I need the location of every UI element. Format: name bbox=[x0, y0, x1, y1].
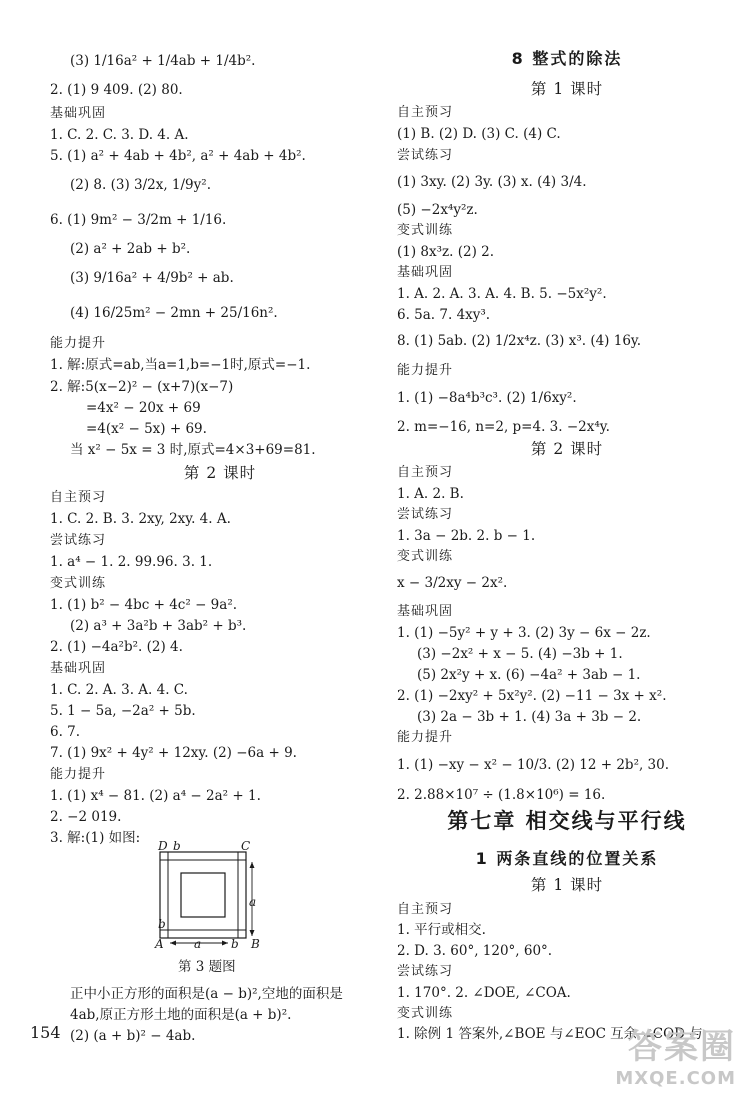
section-heading: 尝试练习 bbox=[50, 533, 107, 548]
answer-line: (1) 3xy. (2) 3y. (3) x. (4) 3/4. bbox=[397, 174, 587, 190]
answer-line: 8. (1) 5ab. (2) 1/2x⁴z. (3) x³. (4) 16y. bbox=[397, 333, 642, 349]
answer-line: 2. m=−16, n=2, p=4. 3. −2x⁴y. bbox=[397, 419, 610, 435]
answer-line: 正中小正方形的面积是(a − b)²,空地的面积是 bbox=[70, 986, 343, 1002]
section-heading: 尝试练习 bbox=[397, 148, 454, 163]
answer-line: (2) (a + b)² − 4ab. bbox=[70, 1028, 196, 1044]
figure-3-diagram bbox=[103, 840, 273, 952]
answer-line: 2. (1) 9 409. (2) 80. bbox=[50, 82, 183, 98]
label-a-right: a bbox=[249, 895, 257, 909]
answer-line: (3) −2x² + x − 5. (4) −3b + 1. bbox=[417, 646, 623, 662]
section-heading: 基础巩固 bbox=[50, 661, 107, 676]
answer-line: (2) a³ + 3a²b + 3ab² + b³. bbox=[70, 618, 247, 634]
heading: 第 1 课时 bbox=[530, 80, 604, 98]
label-b-left: b bbox=[158, 917, 166, 931]
label-B: B bbox=[251, 937, 260, 951]
section-heading: 尝试练习 bbox=[397, 964, 454, 979]
section-heading: 基础巩固 bbox=[397, 265, 454, 280]
answer-line: 6. 7. bbox=[50, 724, 81, 740]
arrowhead bbox=[222, 941, 228, 946]
heading: 第七章 相交线与平行线 bbox=[447, 809, 687, 833]
label-C: C bbox=[241, 840, 251, 853]
answer-line: (4) 16/25m² − 2mn + 25/16n². bbox=[70, 305, 278, 321]
answer-line: =4x² − 20x + 69 bbox=[86, 400, 201, 416]
section-heading: 自主预习 bbox=[397, 105, 454, 120]
watermark bbox=[615, 1019, 736, 1089]
arrowhead bbox=[250, 862, 255, 868]
answer-line: 2. 2.88×10⁷ ÷ (1.8×10⁶) = 16. bbox=[397, 787, 606, 803]
answer-line: 1. C. 2. B. 3. 2xy, 2xy. 4. A. bbox=[50, 511, 231, 527]
answer-line: 1. (1) x⁴ − 81. (2) a⁴ − 2a² + 1. bbox=[50, 788, 261, 804]
answer-line: 1. a⁴ − 1. 2. 99.96. 3. 1. bbox=[50, 554, 213, 570]
answer-line: 7. (1) 9x² + 4y² + 12xy. (2) −6a + 9. bbox=[50, 745, 297, 761]
heading: 第 2 课时 bbox=[530, 440, 604, 458]
section-heading: 变式训练 bbox=[50, 576, 107, 591]
answer-line: 1. (1) −8a⁴b³c³. (2) 1/6xy². bbox=[397, 390, 577, 406]
label-b-top: b bbox=[173, 840, 181, 853]
section-heading: 变式训练 bbox=[397, 549, 454, 564]
section-heading: 自主预习 bbox=[397, 465, 454, 480]
answer-line: 1. 3a − 2b. 2. b − 1. bbox=[397, 528, 536, 544]
answer-line: (3) 9/16a² + 4/9b² + ab. bbox=[70, 270, 234, 286]
answer-line: 2. (1) −2xy² + 5x²y². (2) −11 − 3x + x². bbox=[397, 688, 667, 704]
section-heading: 能力提升 bbox=[397, 363, 454, 378]
answer-line: (1) 8x³z. (2) 2. bbox=[397, 244, 495, 260]
answer-line: 2. 解:5(x−2)² − (x+7)(x−7) bbox=[50, 379, 234, 395]
answer-line: 6. 5a. 7. 4xy³. bbox=[397, 307, 491, 323]
answer-line: (2) a² + 2ab + b². bbox=[70, 241, 191, 257]
answer-line: (5) 2x²y + x. (6) −4a² + 3ab − 1. bbox=[417, 667, 641, 683]
answer-line: (3) 1/16a² + 1/4ab + 1/4b². bbox=[70, 53, 256, 69]
answer-line: 4ab,原正方形土地的面积是(a + b)². bbox=[70, 1007, 292, 1023]
answer-line: 1. 解:原式=ab,当a=1,b=−1时,原式=−1. bbox=[50, 357, 311, 373]
heading: 第 1 课时 bbox=[530, 876, 604, 894]
outer-square bbox=[160, 852, 246, 938]
label-A: A bbox=[155, 937, 164, 951]
answer-line: 5. (1) a² + 4ab + 4b², a² + 4ab + 4b². bbox=[50, 148, 306, 164]
answer-line: 1. 170°. 2. ∠DOE, ∠COA. bbox=[397, 985, 571, 1001]
heading: 8 整式的除法 bbox=[511, 49, 623, 68]
inner-square bbox=[181, 873, 225, 917]
label-b-bottom: b bbox=[231, 937, 239, 951]
watermark-line-2: MXQE.COM bbox=[615, 1068, 736, 1089]
answer-line: 1. C. 2. C. 3. D. 4. A. bbox=[50, 127, 189, 143]
answer-line: 1. (1) −5y² + y + 3. (2) 3y − 6x − 2z. bbox=[397, 625, 651, 641]
answer-line: x − 3/2xy − 2x². bbox=[397, 575, 508, 591]
answer-line: 2. (1) −4a²b². (2) 4. bbox=[50, 639, 183, 655]
label-a-bottom: a bbox=[194, 937, 202, 951]
heading: 第 2 课时 bbox=[183, 464, 257, 482]
label-D: D bbox=[158, 840, 168, 853]
section-heading: 变式训练 bbox=[397, 223, 454, 238]
arrowhead bbox=[250, 930, 255, 936]
answer-line: 第 3 题图 bbox=[178, 959, 236, 975]
answer-line: (2) 8. (3) 3/2x, 1/9y². bbox=[70, 177, 211, 193]
answer-line: (3) 2a − 3b + 1. (4) 3a + 3b − 2. bbox=[417, 709, 642, 725]
section-heading: 自主预习 bbox=[397, 902, 454, 917]
answer-line: =4(x² − 5x) + 69. bbox=[86, 421, 207, 437]
section-heading: 尝试练习 bbox=[397, 507, 454, 522]
answer-line: 1. C. 2. A. 3. A. 4. C. bbox=[50, 682, 188, 698]
answer-line: 5. 1 − 5a, −2a² + 5b. bbox=[50, 703, 196, 719]
answer-line: 2. −2 019. bbox=[50, 809, 122, 825]
arrowhead bbox=[170, 941, 176, 946]
answer-line: 1. 平行或相交. bbox=[397, 922, 486, 938]
page-number: 154 bbox=[30, 1023, 61, 1042]
section-heading: 基础巩固 bbox=[397, 604, 454, 619]
section-heading: 自主预习 bbox=[50, 490, 107, 505]
answer-line: 1. 除例 1 答案外,∠BOE 与∠EOC 互余,∠COD 与 bbox=[397, 1026, 703, 1042]
section-heading: 变式训练 bbox=[397, 1006, 454, 1021]
answer-line: 1. (1) −xy − x² − 10/3. (2) 12 + 2b², 30. bbox=[397, 757, 670, 773]
section-heading: 能力提升 bbox=[50, 767, 107, 782]
answer-line: 当 x² − 5x = 3 时,原式=4×3+69=81. bbox=[70, 442, 316, 458]
answer-line: 1. A. 2. B. bbox=[397, 486, 464, 502]
answer-line: (5) −2x⁴y²z. bbox=[397, 202, 478, 218]
answer-line: 2. D. 3. 60°, 120°, 60°. bbox=[397, 943, 553, 959]
answer-line: 6. (1) 9m² − 3/2m + 1/16. bbox=[50, 212, 227, 228]
section-heading: 基础巩固 bbox=[50, 106, 107, 121]
answer-line: (1) B. (2) D. (3) C. (4) C. bbox=[397, 126, 561, 142]
answer-line: 3. 解:(1) 如图: bbox=[50, 830, 141, 846]
heading: 1 两条直线的位置关系 bbox=[475, 849, 659, 868]
answer-line: 1. A. 2. A. 3. A. 4. B. 5. −5x²y². bbox=[397, 286, 607, 302]
section-heading: 能力提升 bbox=[50, 336, 107, 351]
section-heading: 能力提升 bbox=[397, 730, 454, 745]
watermark-line-1: 答案圈 bbox=[628, 1027, 736, 1067]
answer-line: 1. (1) b² − 4bc + 4c² − 9a². bbox=[50, 597, 238, 613]
